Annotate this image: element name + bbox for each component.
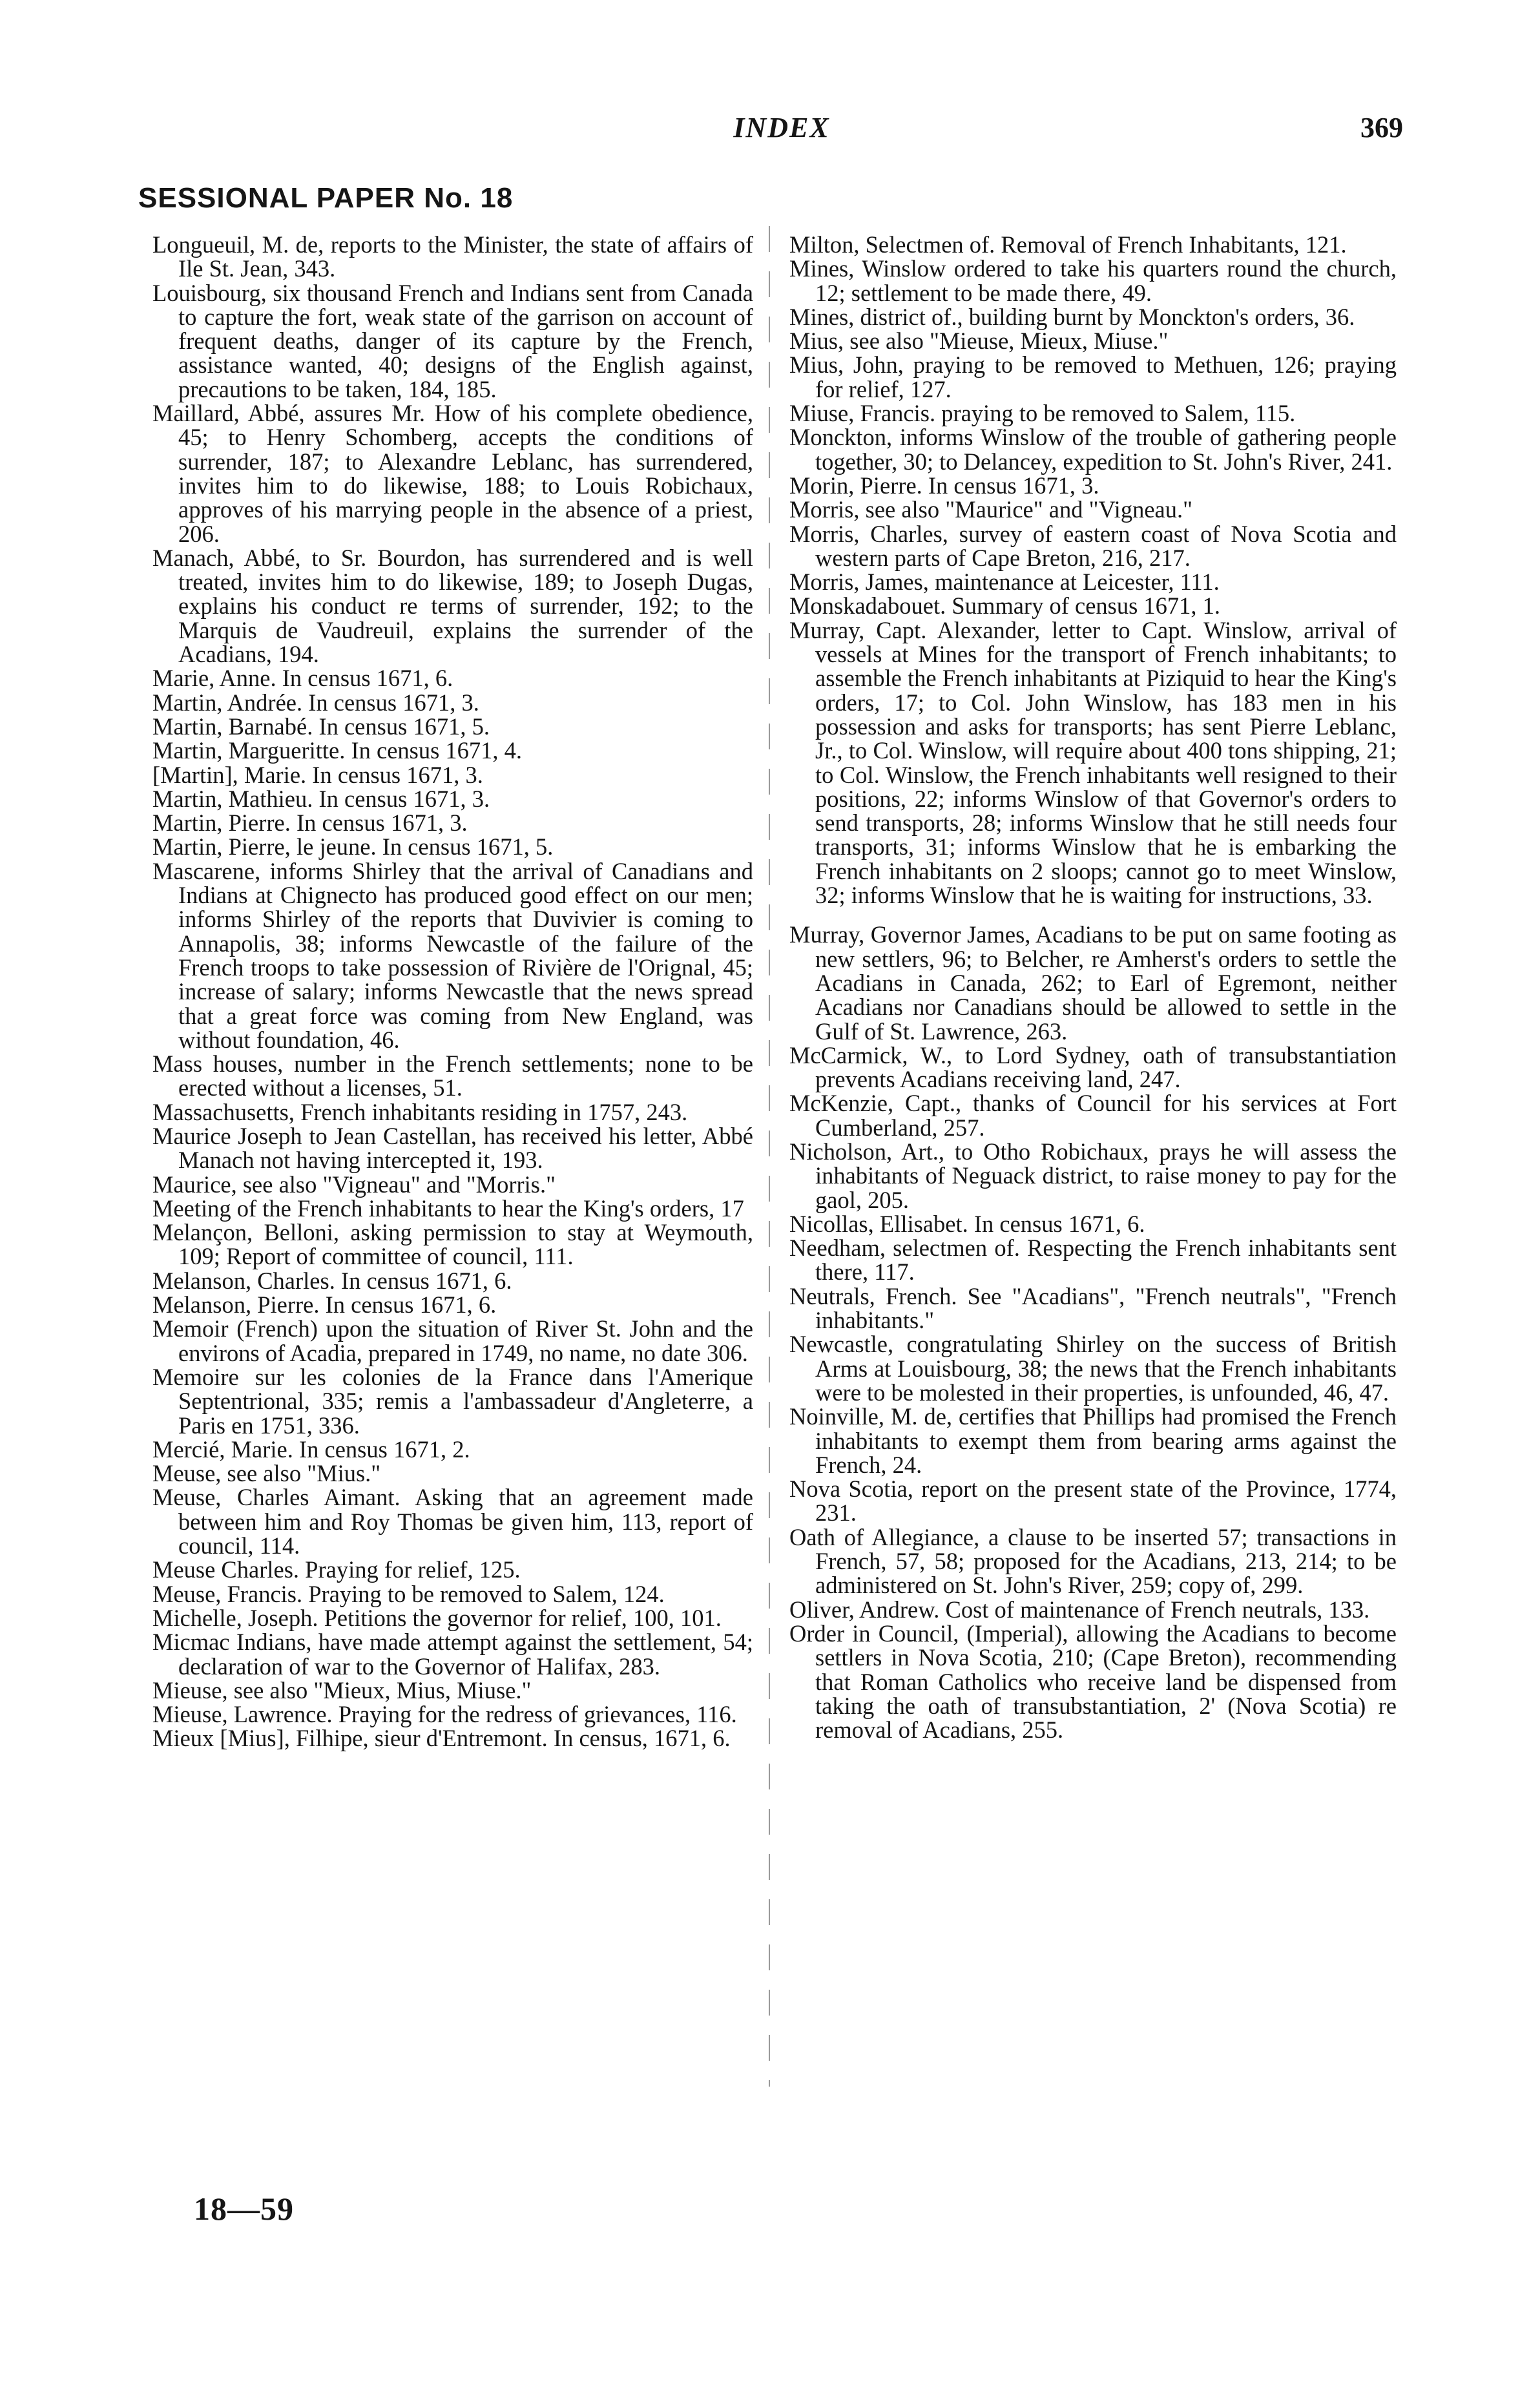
index-entry: Morris, Charles, survey of eastern coast of Nova Scotia and western parts of Cape Breton, 216, 217.	[789, 520, 1397, 571]
index-entry: Neutrals, French. See "Acadians", "French neutrals", "French inhabitants."	[789, 1282, 1397, 1334]
footer-page-code: 18—59	[194, 2191, 294, 2227]
index-entry: Mieuse, see also "Mieux, Mius, Miuse."	[152, 1676, 532, 1704]
index-entry: Meuse, see also "Mius."	[152, 1460, 381, 1487]
index-entry: Michelle, Joseph. Petitions the governor for relief, 100, 101.	[152, 1604, 722, 1631]
index-entry: Monskadabouet. Summary of census 1671, 1.	[789, 592, 1221, 620]
index-column-right	[789, 233, 1397, 1742]
index-entry: Melanson, Charles. In census 1671, 6.	[152, 1267, 512, 1294]
index-entry: Maurice, see also "Vigneau" and "Morris."	[152, 1171, 556, 1198]
index-entry: McCarmick, W., to Lord Sydney, oath of transubstantiation prevents Acadians receiving land, 247.	[789, 1041, 1397, 1093]
index-entry: Murray, Capt. Alexander, letter to Capt. Winslow, arrival of vessels at Mines for the transport of French inhabitants; to assemble the French inhabitants at Piziquid to hear the King's orders, 17; to Col. John Winslow, has 183 men in his possession and asks for transports; has sent Pierre Leblanc, Jr., to Col. Winslow, will require about 400 tons shipping, 21; to Col. Winslow, the French inhabitants well resigned to their positions, 22; informs Winslow of that Governor's orders to send transports, 28; informs Winslow that he still needs four transports, 31; informs Winslow that he is embarking the French inhabitants on 2 sloops; cannot go to meet Winslow, 32; informs Winslow that he is waiting for instructions, 33.	[789, 616, 1397, 909]
index-entry: Marie, Anne. In census 1671, 6.	[152, 665, 453, 692]
index-entry: Miuse, Francis. praying to be removed to Salem, 115.	[789, 400, 1296, 427]
index-entry: Nicollas, Ellisabet. In census 1671, 6.	[789, 1210, 1145, 1237]
index-entry: [Martin], Marie. In census 1671, 3.	[152, 761, 483, 788]
index-entry: Mieuse, Lawrence. Praying for the redress of grievances, 116.	[152, 1701, 737, 1728]
index-entry: Murray, Governor James, Acadians to be put on same footing as new settlers, 96; to Belcher, re Amherst's orders to settle the Acadians in Canada, 262; to Earl of Egremont, neither Acadians nor Canadians should be allowed to settle in the Gulf of St. Lawrence, 263.	[789, 921, 1397, 1045]
index-entry: Mius, John, praying to be removed to Methuen, 126; praying for relief, 127.	[789, 351, 1397, 402]
index-entry: Morris, see also "Maurice" and "Vigneau."	[789, 496, 1192, 523]
index-entry: Micmac Indians, have made attempt against the settlement, 54; declaration of war to the Governor of Halifax, 283.	[152, 1629, 753, 1680]
index-column-left	[152, 233, 753, 1751]
index-entry: Morris, James, maintenance at Leicester, 111.	[789, 568, 1220, 596]
index-entry: Mercié, Marie. In census 1671, 2.	[152, 1435, 470, 1463]
index-entry: Meuse, Francis. Praying to be removed to Salem, 124.	[152, 1580, 665, 1607]
index-entry: Mass houses, number in the French settlements; none to be erected without a licenses, 51.	[152, 1050, 753, 1101]
index-entry: Oath of Allegiance, a clause to be inserted 57; transactions in French, 57, 58; proposed for the Acadians, 213, 214; to be administered on St. John's River, 259; copy of, 299.	[789, 1523, 1397, 1599]
index-entry: Monckton, informs Winslow of the trouble of gathering people together, 30; to Delancey, expedition to St. John's River, 241.	[789, 424, 1397, 475]
index-entry: Memoire sur les colonies de la France dans l'Amerique Septentrional, 335; remis a l'ambassadeur d'Angleterre, a Paris en 1751, 336.	[152, 1363, 753, 1439]
index-entry: Mieux [Mius], Filhipe, sieur d'Entremont. In census, 1671, 6.	[152, 1725, 731, 1752]
index-entry: Meeting of the French inhabitants to hear the King's orders, 17	[152, 1194, 744, 1222]
index-entry: Nova Scotia, report on the present state of the Province, 1774, 231.	[789, 1475, 1397, 1527]
index-entry: Longueuil, M. de, reports to the Minister, the state of affairs of Ile St. Jean, 343.	[152, 231, 753, 282]
entry-spacer	[789, 907, 1397, 922]
index-entry: Meuse Charles. Praying for relief, 125.	[152, 1556, 521, 1583]
running-title: INDEX	[733, 112, 830, 143]
index-entry: McKenzie, Capt., thanks of Council for his services at Fort Cumberland, 257.	[789, 1090, 1397, 1141]
index-entry: Memoir (French) upon the situation of River St. John and the environs of Acadia, prepared in 1749, no name, no date 306.	[152, 1315, 753, 1366]
index-entry: Massachusetts, French inhabitants residing in 1757, 243.	[152, 1098, 688, 1125]
index-entry: Maurice Joseph to Jean Castellan, has received his letter, Abbé Manach not having intercepted it, 193.	[152, 1122, 753, 1174]
index-entry: Newcastle, congratulating Shirley on the success of British Arms at Louisbourg, 38; the news that the French inhabitants were to be molested in their properties, is unfounded, 46, 47.	[789, 1331, 1397, 1406]
index-entry: Meuse, Charles Aimant. Asking that an agreement made between him and Roy Thomas be given him, 113, report of council, 114.	[152, 1484, 753, 1559]
index-entry: Oliver, Andrew. Cost of maintenance of French neutrals, 133.	[789, 1596, 1370, 1623]
index-entry: Order in Council, (Imperial), allowing the Acadians to become settlers in Nova Scotia, 210; (Cape Breton), recommending that Roman Catholics who receive land be dispensed from taking the oath of transubstantiation, 2' (Nova Scotia) re removal of Acadians, 255.	[789, 1620, 1397, 1744]
index-entry: Martin, Andrée. In census 1671, 3.	[152, 689, 479, 716]
index-entry: Mines, district of., building burnt by Monckton's orders, 36.	[789, 303, 1355, 330]
page-number: 369	[1360, 112, 1403, 143]
index-entry: Mines, Winslow ordered to take his quarters round the church, 12; settlement to be made there, 49.	[789, 255, 1397, 306]
index-entry: Nicholson, Art., to Otho Robichaux, prays he will assess the inhabitants of Neguack district, to raise money to pay for the gaol, 205.	[789, 1138, 1397, 1213]
index-entry: Martin, Pierre, le jeune. In census 1671, 5.	[152, 833, 554, 860]
index-entry: Martin, Mathieu. In census 1671, 3.	[152, 785, 490, 812]
index-entry: Mascarene, informs Shirley that the arrival of Canadians and Indians at Chignecto has produced good effect on our men; informs Shirley of the reports that Duvivier is coming to Annapolis, 38; informs Newcastle of the failure of the French troops to take possession of Rivière de l'Orignal, 45; increase of salary; informs Newcastle that the news spread that a great force was coming from New England, was without foundation, 46.	[152, 857, 753, 1053]
index-entry: Morin, Pierre. In census 1671, 3.	[789, 472, 1099, 499]
index-entry: Melançon, Belloni, asking permission to stay at Weymouth, 109; Report of committee of council, 111.	[152, 1219, 753, 1270]
index-entry: Noinville, M. de, certifies that Phillips had promised the French inhabitants to exempt them from bearing arms against the French, 24.	[789, 1403, 1397, 1478]
index-entry: Louisbourg, six thousand French and Indians sent from Canada to capture the fort, weak state of the garrison on account of frequent deaths, danger of its capture by the French, assistance wanted, 40; designs of the English against, precautions to be taken, 184, 185.	[152, 279, 753, 402]
index-entry: Martin, Pierre. In census 1671, 3.	[152, 809, 468, 837]
index-entry: Maillard, Abbé, assures Mr. How of his complete obedience, 45; to Henry Schomberg, accepts the conditions of surrender, 187; to Alexandre Leblanc, has surrendered, invites him to do likewise, 188; to Louis Robichaux, approves of his marrying people in the absence of a priest, 206.	[152, 400, 753, 547]
index-entry: Manach, Abbé, to Sr. Bourdon, has surrendered and is well treated, invites him to do likewise, 189; to Joseph Dugas, explains his conduct re terms of surrender, 192; to the Marquis de Vaudreuil, explains the surrender of the Acadians, 194.	[152, 544, 753, 668]
index-entry: Martin, Margueritte. In census 1671, 4.	[152, 737, 523, 764]
index-entry: Martin, Barnabé. In census 1671, 5.	[152, 713, 490, 740]
index-entry: Milton, Selectmen of. Removal of French Inhabitants, 121.	[789, 231, 1347, 258]
session-label: SESSIONAL PAPER No. 18	[138, 182, 514, 214]
column-divider	[769, 226, 770, 2087]
index-entry: Mius, see also "Mieuse, Mieux, Miuse."	[789, 328, 1169, 355]
index-entry: Needham, selectmen of. Respecting the French inhabitants sent there, 117.	[789, 1235, 1397, 1286]
index-entry: Melanson, Pierre. In census 1671, 6.	[152, 1291, 497, 1319]
